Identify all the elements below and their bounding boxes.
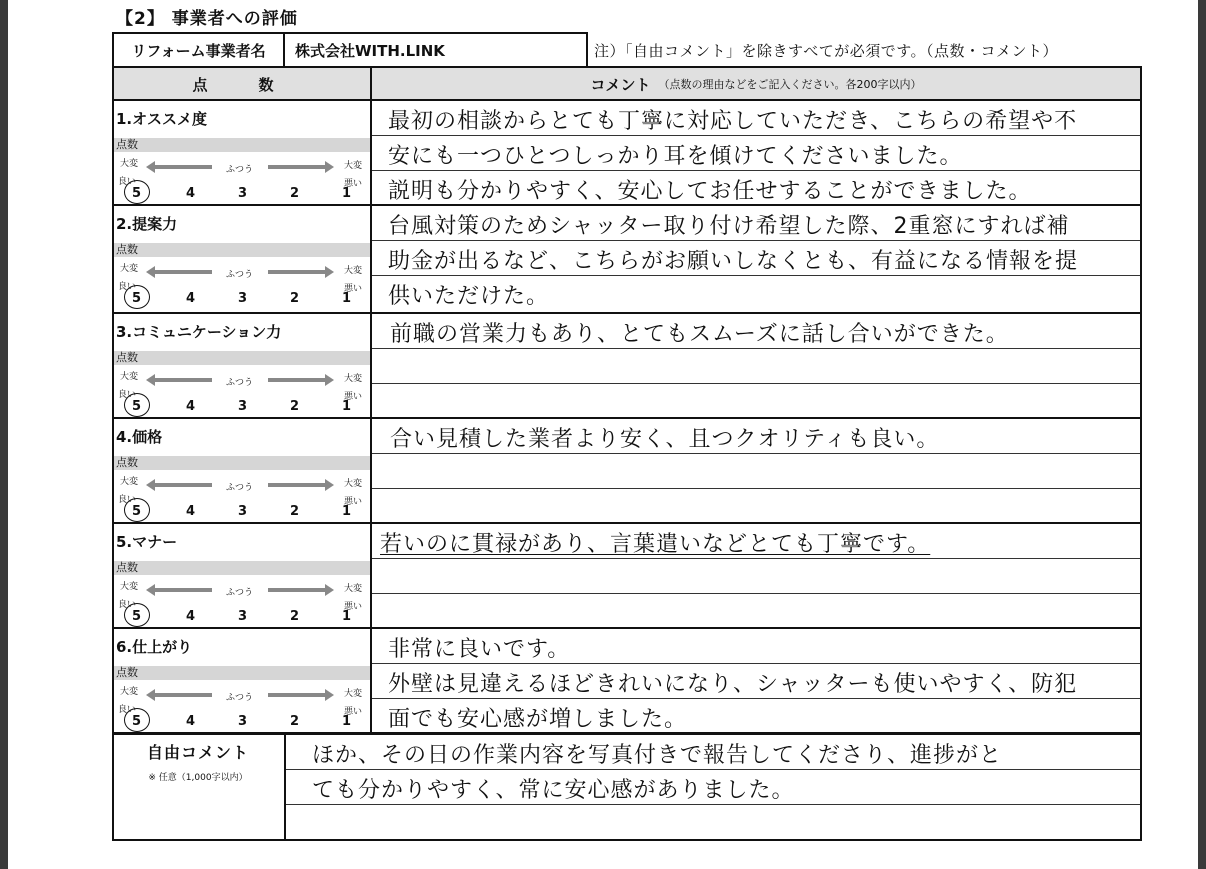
score-option[interactable]: 3 [238, 609, 248, 624]
arrow-left-icon [154, 693, 212, 697]
score-option[interactable]: 5 [132, 291, 142, 306]
score-option[interactable]: 2 [290, 609, 300, 624]
scale-good-bottom: 良い [118, 282, 137, 292]
header-score: 点 数 [114, 68, 370, 100]
scale-good-bottom: 良い [118, 390, 137, 400]
scale-normal: ふつう [226, 588, 254, 598]
free-comment-label: 自由コメント [146, 743, 249, 762]
score-option[interactable]: 1 [342, 714, 352, 729]
scale-bad-bottom: 悪い [344, 497, 363, 507]
selected-score-circle [124, 393, 150, 417]
rating-scale [114, 154, 370, 204]
arrow-left-icon [154, 378, 212, 382]
arrow-right-icon [268, 378, 326, 382]
comment-rule [372, 488, 1140, 489]
scale-good-top: 大変 [120, 264, 139, 274]
arrow-right-icon [268, 483, 326, 487]
rating-scale [114, 682, 370, 732]
score-option[interactable]: 1 [342, 504, 352, 519]
header-comment-sub: （点数の理由などをご記入ください。各200字以内） [658, 78, 922, 91]
scale-good-top: 大変 [120, 372, 139, 382]
score-option[interactable]: 3 [238, 714, 248, 729]
score-label: 点数 [114, 666, 370, 680]
category-name: 5.マナー [116, 533, 178, 551]
selected-score-circle [124, 708, 150, 732]
comment-line: 安にも一つひとつしっかり耳を傾けてくださいました。 [388, 144, 963, 169]
score-option[interactable]: 2 [290, 399, 300, 414]
comment-line: 前職の営業力もあり、とてもスムーズに話し合いができた。 [390, 322, 1009, 347]
row-separator [112, 627, 1142, 629]
header-comment-title: コメント [590, 75, 651, 94]
header-comment [372, 68, 1140, 100]
scale-bad-top: 大変 [344, 479, 363, 489]
arrow-left-icon [154, 165, 212, 169]
selected-score-circle [124, 180, 150, 204]
category-name: 2.提案力 [116, 215, 178, 233]
score-option[interactable]: 1 [342, 609, 352, 624]
scale-bad-top: 大変 [344, 266, 363, 276]
right-border [1198, 0, 1206, 869]
rating-scale [114, 367, 370, 417]
comment-rule [372, 558, 1140, 559]
comment-rule [372, 275, 1140, 276]
category-name: 1.オススメ度 [116, 110, 207, 128]
scale-good-top: 大変 [120, 159, 139, 169]
selected-score-circle [124, 603, 150, 627]
section-title: 【2】 事業者への評価 [116, 9, 298, 29]
score-option[interactable]: 5 [132, 714, 142, 729]
company-value: 株式会社WITH.LINK [283, 32, 588, 68]
arrow-left-icon [154, 270, 212, 274]
comment-rule [372, 383, 1140, 384]
comment-rule [372, 663, 1140, 664]
score-option[interactable]: 3 [238, 504, 248, 519]
free-comment-note: ※ 任意（1,000字以内） [148, 773, 248, 783]
required-note: 注）「自由コメント」を除きすべてが必須です。（点数・コメント） [594, 42, 1059, 60]
free-comment-rule [286, 804, 1140, 805]
rating-scale [114, 577, 370, 627]
left-border [0, 0, 8, 869]
score-label: 点数 [114, 138, 370, 152]
free-comment-rule [286, 769, 1140, 770]
scale-good-bottom: 良い [118, 705, 137, 715]
score-option[interactable]: 1 [342, 399, 352, 414]
scale-bad-bottom: 悪い [344, 392, 363, 402]
free-comment-line: ほか、その日の作業内容を写真付きで報告してくださり、進捗がと [312, 743, 1003, 768]
arrow-right-icon [268, 165, 326, 169]
scale-normal: ふつう [226, 270, 254, 280]
scale-bad-bottom: 悪い [344, 284, 363, 294]
comment-line: 面でも安心感が増しました。 [388, 707, 688, 732]
score-option[interactable]: 5 [132, 186, 142, 201]
score-option[interactable]: 5 [132, 609, 142, 624]
row-separator [112, 522, 1142, 524]
comment-line: 助金が出るなど、こちらがお願いしなくとも、有益になる情報を提 [388, 249, 1079, 274]
score-option[interactable]: 3 [238, 291, 248, 306]
score-label: 点数 [114, 351, 370, 365]
comment-rule [372, 135, 1140, 136]
score-option[interactable]: 4 [186, 399, 196, 414]
comment-rule [372, 593, 1140, 594]
category-name: 3.コミュニケーション力 [116, 323, 282, 341]
scale-good-bottom: 良い [118, 177, 137, 187]
score-label: 点数 [114, 561, 370, 575]
column-divider [370, 66, 372, 734]
scale-normal: ふつう [226, 378, 254, 388]
free-comment-divider [284, 733, 286, 841]
score-option[interactable]: 5 [132, 504, 142, 519]
comment-line: 外壁は見違えるほどきれいになり、シャッターも使いやすく、防犯 [388, 672, 1078, 697]
score-label: 点数 [114, 243, 370, 257]
score-option[interactable]: 4 [186, 609, 196, 624]
selected-score-circle [124, 285, 150, 309]
scale-good-bottom: 良い [118, 600, 137, 610]
scale-bad-top: 大変 [344, 584, 363, 594]
arrow-left-icon [154, 588, 212, 592]
comment-line: 若いのに貫禄があり、言葉遣いなどとても丁寧です。 [380, 532, 931, 557]
scale-good-top: 大変 [120, 582, 139, 592]
scale-bad-bottom: 悪い [344, 602, 363, 612]
score-option[interactable]: 5 [132, 399, 142, 414]
scale-normal: ふつう [226, 693, 254, 703]
scale-normal: ふつう [226, 165, 254, 175]
comment-rule [372, 170, 1140, 171]
scale-bad-top: 大変 [344, 689, 363, 699]
arrow-right-icon [268, 693, 326, 697]
company-label: リフォーム事業者名 [112, 32, 285, 68]
row-separator [112, 312, 1142, 314]
score-option[interactable]: 2 [290, 504, 300, 519]
row-separator [112, 204, 1142, 206]
comment-line: 説明も分かりやすく、安心してお任せすることができました。 [388, 179, 1032, 204]
score-option[interactable]: 4 [186, 291, 196, 306]
score-option[interactable]: 1 [342, 291, 352, 306]
category-name: 6.仕上がり [116, 638, 193, 656]
arrow-right-icon [268, 588, 326, 592]
scale-bad-bottom: 悪い [344, 707, 363, 717]
rating-scale [114, 472, 370, 522]
scale-good-bottom: 良い [118, 495, 137, 505]
score-option[interactable]: 4 [186, 186, 196, 201]
score-option[interactable]: 1 [342, 186, 352, 201]
score-option[interactable]: 2 [290, 714, 300, 729]
scale-bad-top: 大変 [344, 161, 363, 171]
comment-line: 非常に良いです。 [388, 637, 571, 662]
score-label: 点数 [114, 456, 370, 470]
comment-line: 供いただけた。 [388, 284, 550, 309]
score-option[interactable]: 3 [238, 399, 248, 414]
scale-good-top: 大変 [120, 477, 139, 487]
rating-scale [114, 259, 370, 309]
category-name: 4.価格 [116, 428, 163, 446]
comment-rule [372, 348, 1140, 349]
score-option[interactable]: 3 [238, 186, 248, 201]
score-option[interactable]: 2 [290, 186, 300, 201]
comment-line: 合い見積した業者より安く、且つクオリティも良い。 [390, 427, 940, 452]
scale-bad-top: 大変 [344, 374, 363, 384]
comment-line: 台風対策のためシャッター取り付け希望した際、2重窓にすれば補 [388, 214, 1070, 239]
score-option[interactable]: 4 [186, 504, 196, 519]
comment-line: 最初の相談からとても丁寧に対応していただき、こちらの希望や不 [388, 109, 1078, 134]
scale-bad-bottom: 悪い [344, 179, 363, 189]
score-option[interactable]: 2 [290, 291, 300, 306]
arrow-right-icon [268, 270, 326, 274]
scale-good-top: 大変 [120, 687, 139, 697]
selected-score-circle [124, 498, 150, 522]
free-comment-line: ても分かりやすく、常に安心感がありました。 [312, 778, 795, 803]
header-divider [112, 99, 1142, 101]
row-separator [112, 417, 1142, 419]
arrow-left-icon [154, 483, 212, 487]
comment-rule [372, 698, 1140, 699]
comment-rule [372, 453, 1140, 454]
score-option[interactable]: 4 [186, 714, 196, 729]
comment-rule [372, 240, 1140, 241]
scale-normal: ふつう [226, 483, 254, 493]
